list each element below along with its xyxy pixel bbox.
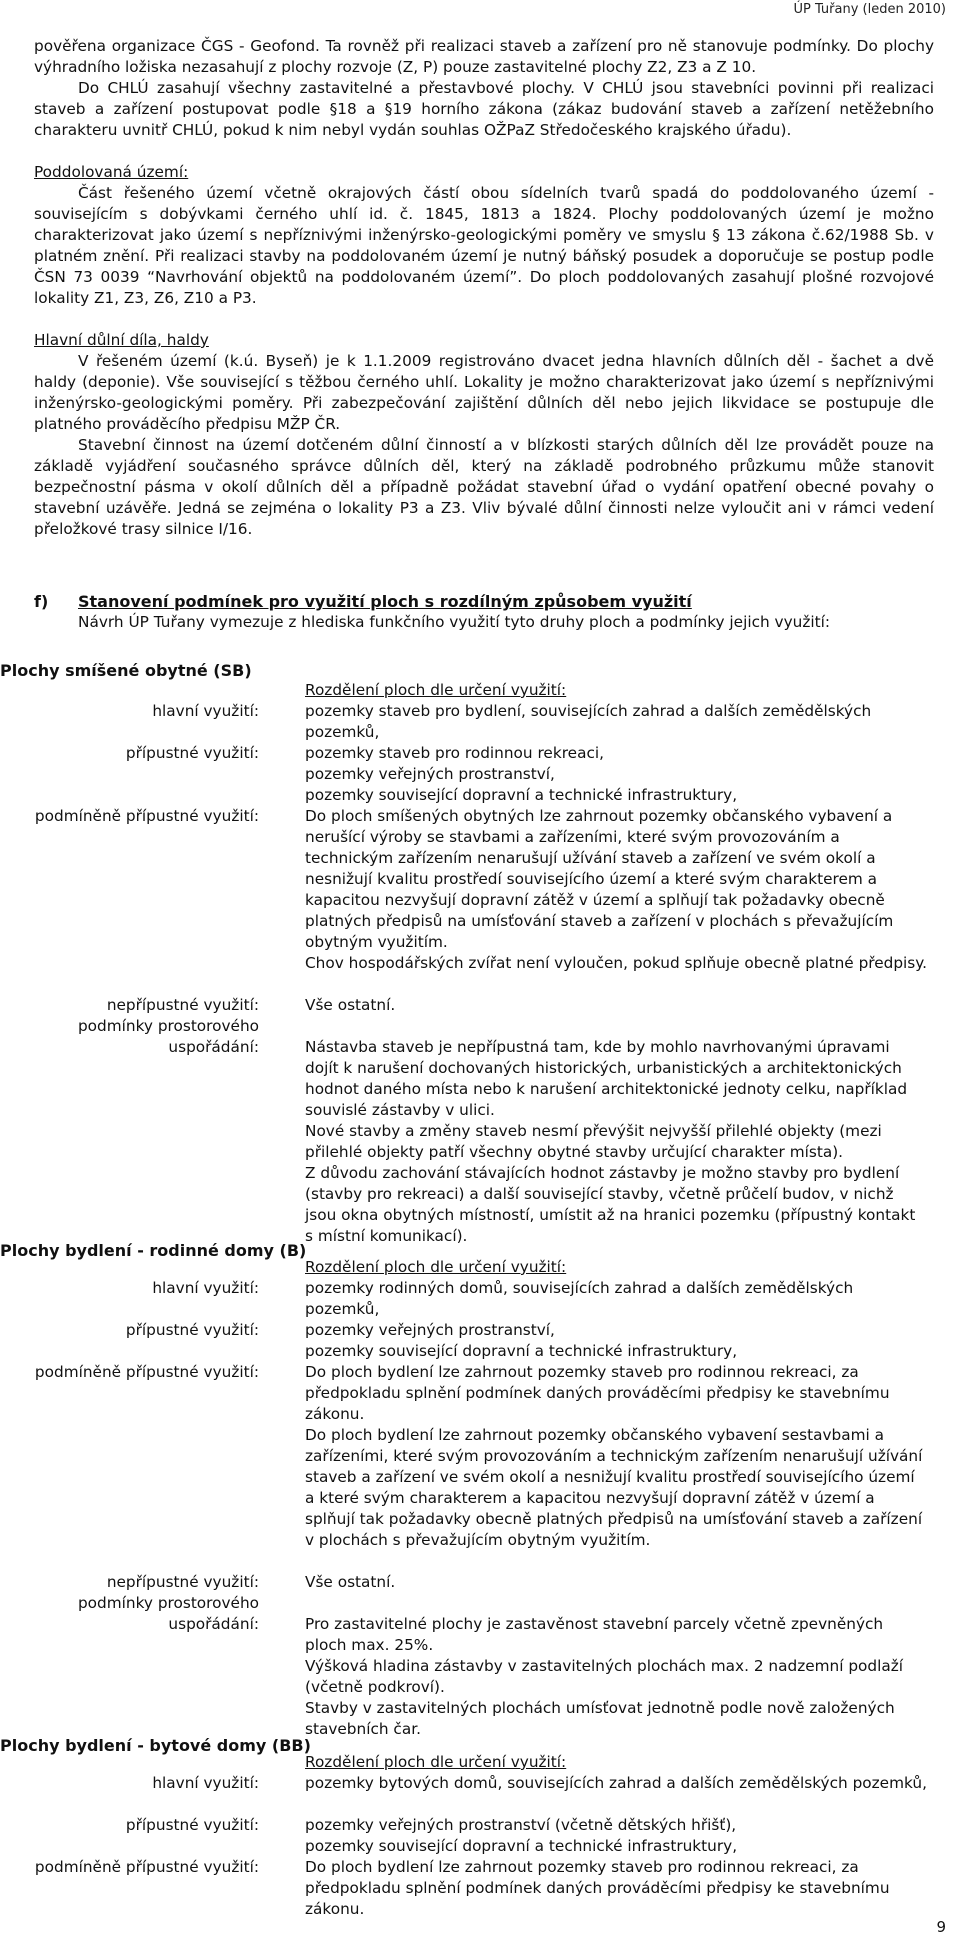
b-allowed [305,1320,927,1362]
sb-allowed-1: pozemky staveb pro rodinnou rekreaci, [305,744,604,762]
bb-allowed-1: pozemky veřejných prostranství (včetně dětských hřišť), [305,1816,737,1834]
b-allowed-2: pozemky související dopravní a technické infrastruktury, [305,1342,738,1360]
mines-heading: Hlavní důlní díla, haldy [34,331,209,349]
sb-label-spatial-2: uspořádání: [168,1038,259,1056]
undermined-heading: Poddolovaná území: [34,163,189,181]
b-label-main: hlavní využití: [152,1279,259,1297]
sb-allowed [305,743,927,806]
intro-paragraph-chlu: Do CHLÚ zasahují všechny zastavitelné a přestavbové plochy. V CHLÚ jsou stavebníci povinni při realizaci staveb a zařízení postupovat podle §18 a §19 horního zákona (zákaz budování staveb a zařízení netěžebního charakteru uvnitř CHLÚ, pokud k nim nebyl vydán souhlas OŽPaZ Středočeského krajského úřadu). [34,79,934,139]
sb-label-forbidden: nepřípustné využití: [106,996,259,1014]
sb-spatial [305,1037,927,1247]
bb-allowed [305,1815,927,1857]
section-letter: f) [34,592,49,611]
bb-label-conditional: podmíněně přípustné využití: [34,1858,259,1876]
sb-split-heading: Rozdělení ploch dle určení využití: [305,681,567,699]
bb-label-main: hlavní využití: [152,1774,259,1792]
sb-conditional-1: Do ploch smíšených obytných lze zahrnout pozemky občanského vybavení a nerušící výroby se stavbami a zařízeními, které svým provozováním a technickým zařízením nenarušují užívání staveb a zařízení ve svém okolí a nesnižují kvalitu prostředí souvisejícího území a které svým charakterem a kapacitou nezvyšují dopravní zátěž v území a splňují tak požadavky obecně platných předpisů na umísťování staveb a zařízení v plochách s převažujícím obytným využitím. [305,807,894,951]
b-label-conditional: podmíněně přípustné využití: [34,1363,259,1381]
sb-forbidden: Vše ostatní. [305,996,396,1014]
sb-label-allowed: přípustné využití: [125,744,259,762]
b-forbidden: Vše ostatní. [305,1573,396,1591]
sb-title: Plochy smíšené obytné (SB) [0,661,252,680]
bb-conditional: Do ploch bydlení lze zahrnout pozemky staveb pro rodinnou rekreaci, za předpokladu splnění podmínek daných prováděcími předpisy ke stavebnímu zákonu. [305,1858,890,1918]
intro-block [34,36,934,540]
section-subtitle: Návrh ÚP Tuřany vymezuje z hlediska funkčního využití tyto druhy ploch a podmínky jejich využití: [78,613,831,631]
sb-spatial-1: Nástavba staveb je nepřípustná tam, kde by mohlo navrhovanými úpravami dojít k narušení dochovaných historických, urbanistických a architektonických hodnot daného místa nebo k narušení architektonické jednoty celku, například souvislé zástavby v ulici. [305,1038,908,1119]
intro-paragraph-geofond: pověřena organizace ČGS - Geofond. Ta rovněž při realizaci staveb a zařízení pro ně stanovuje podmínky. Do plochy výhradního ložiska nezasahují z plochy rozvoje (Z, P) pouze zastavitelné plochy Z2, Z3 a Z 10. [34,37,934,76]
sb-label-main: hlavní využití: [152,702,259,720]
sb-label-conditional: podmíněně přípustné využití: [34,807,259,825]
mines-paragraph-2: Stavební činnost na území dotčeném důlní činností a v blízkosti starých důlních děl lze provádět pouze na základě vyjádření současného správce důlních děl, který na základě podrobného průzkumu může stanovit bezpečnostní pásma v okolí důlních děl a případně požádat stavební úřad o vydání opatření obecné povahy o stavební uzávěře. Jedná se zejména o lokality P3 a Z3. Vliv bývalé důlní činnosti nelze vyloučit ani v rámci vedení přeložkové trasy silnice I/16. [34,436,934,538]
b-main: pozemky rodinných domů, souvisejících zahrad a dalších zemědělských pozemků, [305,1279,854,1318]
b-label-spatial-1: podmínky prostorového [77,1594,259,1612]
sb-allowed-3: pozemky související dopravní a technické infrastruktury, [305,786,738,804]
sb-spatial-3: Z důvodu zachování stávajících hodnot zástavby je možno stavby pro bydlení (stavby pro rekreaci) a další související stavby, včetně průčelí budov, v nichž jsou okna obytných místností, umístit až na hranici pozemku (přípustný kontakt s místní komunikací). [305,1164,916,1245]
sb-allowed-2: pozemky veřejných prostranství, [305,765,555,783]
bb-allowed-2: pozemky související dopravní a technické infrastruktury, [305,1837,738,1855]
b-conditional [305,1362,927,1551]
b-spatial-1: Pro zastavitelné plochy je zastavěnost stavební parcely včetně zpevněných ploch max. 25%. [305,1615,884,1654]
sb-conditional [305,806,927,974]
b-label-forbidden: nepřípustné využití: [106,1573,259,1591]
sb-spatial-2: Nové stavby a změny staveb nesmí převýšit nejvyšší přilehlé objekty (mezi přilehlé objekty patří všechny obytné stavby určující charakter místa). [305,1122,882,1161]
bb-main: pozemky bytových domů, souvisejících zahrad a dalších zemědělských pozemků, [305,1774,927,1792]
b-split-heading: Rozdělení ploch dle určení využití: [305,1258,567,1276]
b-label-spatial-2: uspořádání: [168,1615,259,1633]
section-title: Stanovení podmínek pro využití ploch s rozdílným způsobem využití [78,592,692,611]
b-label-allowed: přípustné využití: [125,1321,259,1339]
bb-split-heading: Rozdělení ploch dle určení využití: [305,1753,567,1771]
sb-label-spatial-1: podmínky prostorového [77,1017,259,1035]
undermined-paragraph: Část řešeného území včetně okrajových částí obou sídelních tvarů spadá do poddolovaného území - souvisejícím s dobývkami černého uhlí id. č. 1845, 1813 a 1824. Plochy poddolovaných území je možno charakterizovat jako území s nepříznivými inženýrsko-geologickými poměry ve smyslu § 13 zákona č.62/1988 Sb. v platném znění. Při realizaci stavby na poddolovaném území je nutný báňský posudek a doporučuje se postup podle ČSN 73 0039 “Navrhování objektů na poddolovaném území”. Do ploch poddolovaných zasahují plošné rozvojové lokality Z1, Z3, Z6, Z10 a P3. [34,184,934,307]
b-spatial-2: Výšková hladina zástavby v zastavitelných plochách max. 2 nadzemní podlaží (včetně podkroví). [305,1657,904,1696]
b-conditional-1: Do ploch bydlení lze zahrnout pozemky staveb pro rodinnou rekreaci, za předpokladu splnění podmínek daných prováděcími předpisy ke stavebnímu zákonu. [305,1363,890,1423]
b-allowed-1: pozemky veřejných prostranství, [305,1321,555,1339]
bb-title: Plochy bydlení - bytové domy (BB) [0,1736,311,1755]
sb-main: pozemky staveb pro bydlení, souvisejících zahrad a dalších zemědělských pozemků, [305,702,872,741]
b-title: Plochy bydlení - rodinné domy (B) [0,1241,307,1260]
b-spatial-3: Stavby v zastavitelných plochách umísťovat jednotně podle nově založených stavebních čar. [305,1699,895,1738]
bb-label-allowed: přípustné využití: [125,1816,259,1834]
running-header: ÚP Tuřany (leden 2010) [793,2,946,17]
page-number: 9 [936,1918,946,1936]
b-conditional-2: Do ploch bydlení lze zahrnout pozemky občanského vybavení sestavbami a zařízeními, které svým provozováním a technickým zařízením nenarušují užívání staveb a zařízení ve svém okolí a nesnižují kvalitu prostředí souvisejícího území a které svým charakterem a kapacitou nezvyšují dopravní zátěž v území a splňují tak požadavky obecně platných předpisů na umísťování staveb a zařízení v plochách s převažujícím obytným využitím. [305,1426,923,1549]
mines-paragraph-1: V řešeném území (k.ú. Byseň) je k 1.1.2009 registrováno dvacet jedna hlavních důlních děl - šachet a dvě haldy (deponie). Vše související s těžbou černého uhlí. Lokality je možno charakterizovat jako území s nepříznivými inženýrsko-geologickými poměry. Při zabezpečování zajištění důlních děl nebo jejich likvidace se postupuje dle platného prováděcího předpisu MŽP ČR. [34,352,934,433]
b-spatial [305,1614,927,1740]
sb-conditional-2: Chov hospodářských zvířat není vyloučen, pokud splňuje obecně platné předpisy. [305,954,928,972]
